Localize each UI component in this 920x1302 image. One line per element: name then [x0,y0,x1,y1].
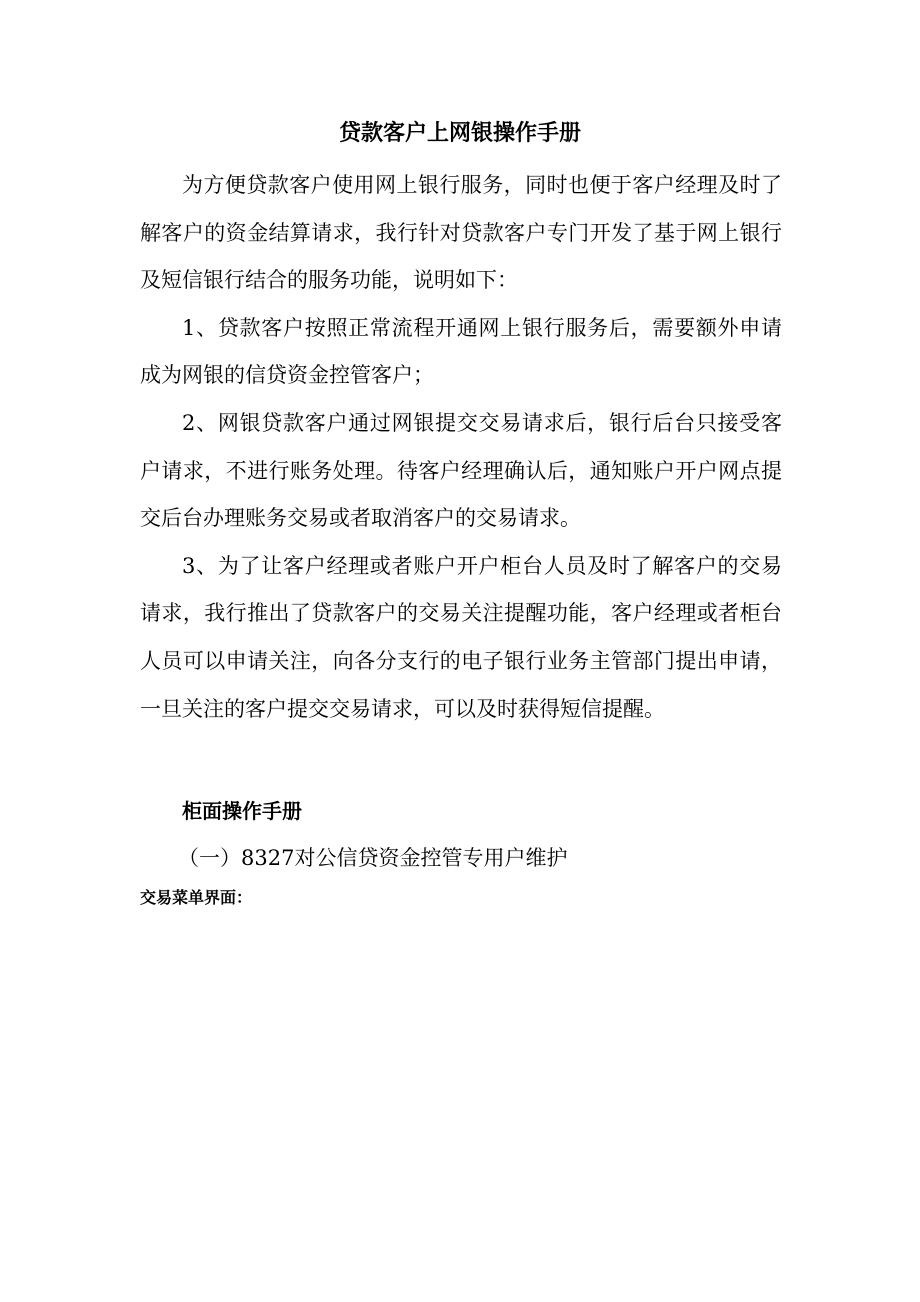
subsection-heading: （一）8327对公信贷资金控管专用户维护 [178,846,568,870]
paragraph-line: 交后台办理账务交易或者取消客户的交易请求。 [140,506,581,531]
paragraph-line: 解客户的资金结算请求，我行针对贷款客户专门开发了基于网上银行 [140,220,782,245]
intro-body [140,162,782,733]
paragraph-line: 户请求，不进行账务处理。待客户经理确认后，通知账户开户网点提 [140,458,782,483]
paragraph-line: 成为网银的信贷资金控管客户； [140,363,434,388]
paragraph-line: 为方便贷款客户使用网上银行服务，同时也便于客户经理及时了 [182,173,782,197]
paragraph-item-1 [140,305,782,400]
menu-label: 交易菜单界面： [140,888,253,907]
document-title: 贷款客户上网银操作手册 [338,121,581,146]
paragraph-line: 一旦关注的客户提交交易请求，可以及时获得短信提醒。 [140,696,665,721]
paragraph-line: 请求，我行推出了贷款客户的交易关注提醒功能，客户经理或者柜台 [140,601,782,626]
paragraph-line: 人员可以申请关注，向各分支行的电子银行业务主管部门提出申请， [140,648,782,673]
paragraph-line: 2、网银贷款客户通过网银提交交易请求后，银行后台只接受客 [182,410,782,435]
paragraph-intro [140,162,782,305]
paragraph-item-3 [140,543,782,733]
paragraph-line: 3、为了让客户经理或者账户开户柜台人员及时了解客户的交易 [182,553,782,578]
section-heading: 柜面操作手册 [182,799,302,823]
paragraph-line: 及短信银行结合的服务功能，说明如下： [140,268,518,293]
paragraph-line: 1、贷款客户按照正常流程开通网上银行服务后，需要额外申请 [182,315,782,340]
paragraph-item-2 [140,400,782,543]
